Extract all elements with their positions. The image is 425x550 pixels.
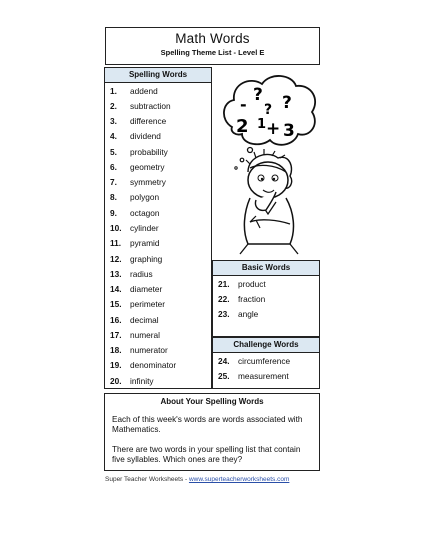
word-row: [105, 190, 211, 205]
word-number: 18.: [110, 345, 122, 356]
word-number: 24.: [218, 355, 230, 366]
word-text: perimeter: [130, 299, 166, 310]
about-paragraph-1: Each of this week's words are words associated with Mathematics.: [112, 415, 303, 434]
word-text: decimal: [130, 314, 159, 325]
word-number: 2.: [110, 100, 117, 111]
word-text: product: [238, 278, 266, 289]
svg-text:+: +: [266, 119, 281, 139]
about-heading: About Your Spelling Words: [160, 397, 264, 406]
word-row: [105, 159, 211, 174]
thinking-kid-math-icon: [220, 72, 320, 257]
word-row: [213, 307, 319, 322]
word-text: pyramid: [130, 238, 160, 249]
spelling-words-list: [105, 83, 211, 388]
word-text: dividend: [130, 131, 161, 142]
svg-text:2: 2: [236, 116, 249, 137]
footer: [105, 476, 289, 483]
word-number: 1.: [110, 85, 117, 96]
spelling-words-heading: Spelling Words: [105, 68, 211, 83]
word-number: 14.: [110, 284, 122, 295]
word-text: numerator: [130, 345, 168, 356]
word-text: probability: [130, 146, 168, 157]
word-text: measurement: [238, 370, 289, 381]
word-text: cylinder: [130, 223, 159, 234]
about-words-box: [104, 393, 320, 471]
word-number: 11.: [110, 238, 122, 249]
basic-words-table: [212, 260, 320, 337]
word-row: [105, 175, 211, 190]
word-number: 16.: [110, 314, 122, 325]
word-number: 22.: [218, 293, 230, 304]
spelling-words-table: [104, 67, 212, 389]
word-row: [105, 144, 211, 159]
word-number: 15.: [110, 299, 122, 310]
word-row: [105, 312, 211, 327]
svg-text:-: -: [240, 95, 247, 114]
word-row: [105, 220, 211, 235]
word-text: numeral: [130, 329, 160, 340]
word-text: difference: [130, 116, 167, 127]
word-number: 7.: [110, 177, 117, 188]
svg-text:?: ?: [253, 85, 263, 105]
word-number: 20.: [110, 375, 122, 386]
word-text: symmetry: [130, 177, 166, 188]
word-number: 6.: [110, 161, 117, 172]
word-text: geometry: [130, 161, 165, 172]
word-text: polygon: [130, 192, 160, 203]
word-text: angle: [238, 309, 259, 320]
word-row: [105, 114, 211, 129]
footer-text: Super Teacher Worksheets -: [105, 476, 189, 483]
word-number: 9.: [110, 207, 117, 218]
svg-text:3: 3: [283, 121, 295, 141]
challenge-words-table: [212, 337, 320, 389]
word-row: [105, 373, 211, 388]
page-title: Math Words: [175, 31, 250, 46]
word-row: [213, 368, 319, 383]
word-row: [105, 297, 211, 312]
about-paragraph-2: There are two words in your spelling list that contain five syllables. Which ones are they?: [112, 445, 301, 464]
basic-words-list: [213, 276, 319, 322]
word-text: subtraction: [130, 100, 171, 111]
word-text: circumference: [238, 355, 291, 366]
word-row: [105, 251, 211, 266]
word-text: graphing: [130, 253, 163, 264]
word-number: 19.: [110, 360, 122, 371]
word-text: diameter: [130, 284, 163, 295]
word-row: [105, 205, 211, 220]
word-number: 5.: [110, 146, 117, 157]
word-text: radius: [130, 268, 153, 279]
word-text: infinity: [130, 375, 154, 386]
word-text: octagon: [130, 207, 160, 218]
word-number: 25.: [218, 370, 230, 381]
challenge-words-list: [213, 353, 319, 384]
word-row: [105, 343, 211, 358]
word-number: 12.: [110, 253, 122, 264]
word-row: [213, 276, 319, 291]
svg-text:1: 1: [257, 117, 267, 132]
word-number: 3.: [110, 116, 117, 127]
word-row: [105, 281, 211, 296]
word-row: [105, 236, 211, 251]
word-text: addend: [130, 85, 158, 96]
word-row: [105, 129, 211, 144]
word-number: 4.: [110, 131, 117, 142]
challenge-words-heading: Challenge Words: [213, 337, 319, 353]
word-number: 10.: [110, 223, 122, 234]
word-text: denominator: [130, 360, 177, 371]
word-number: 23.: [218, 309, 230, 320]
word-number: 21.: [218, 278, 230, 289]
word-row: [105, 358, 211, 373]
page-subtitle: Spelling Theme List - Level E: [160, 48, 265, 57]
word-number: 8.: [110, 192, 117, 203]
word-row: [105, 83, 211, 98]
word-row: [213, 353, 319, 368]
footer-link[interactable]: www.superteacherworksheets.com: [188, 476, 290, 483]
word-row: [105, 98, 211, 113]
word-number: 17.: [110, 329, 122, 340]
title-box: [105, 27, 320, 65]
svg-text:?: ?: [282, 93, 292, 113]
svg-text:?: ?: [264, 102, 273, 118]
word-row: [105, 327, 211, 342]
word-row: [213, 291, 319, 306]
basic-words-heading: Basic Words: [213, 261, 319, 276]
word-text: fraction: [238, 293, 266, 304]
word-number: 13.: [110, 268, 122, 279]
word-row: [105, 266, 211, 281]
